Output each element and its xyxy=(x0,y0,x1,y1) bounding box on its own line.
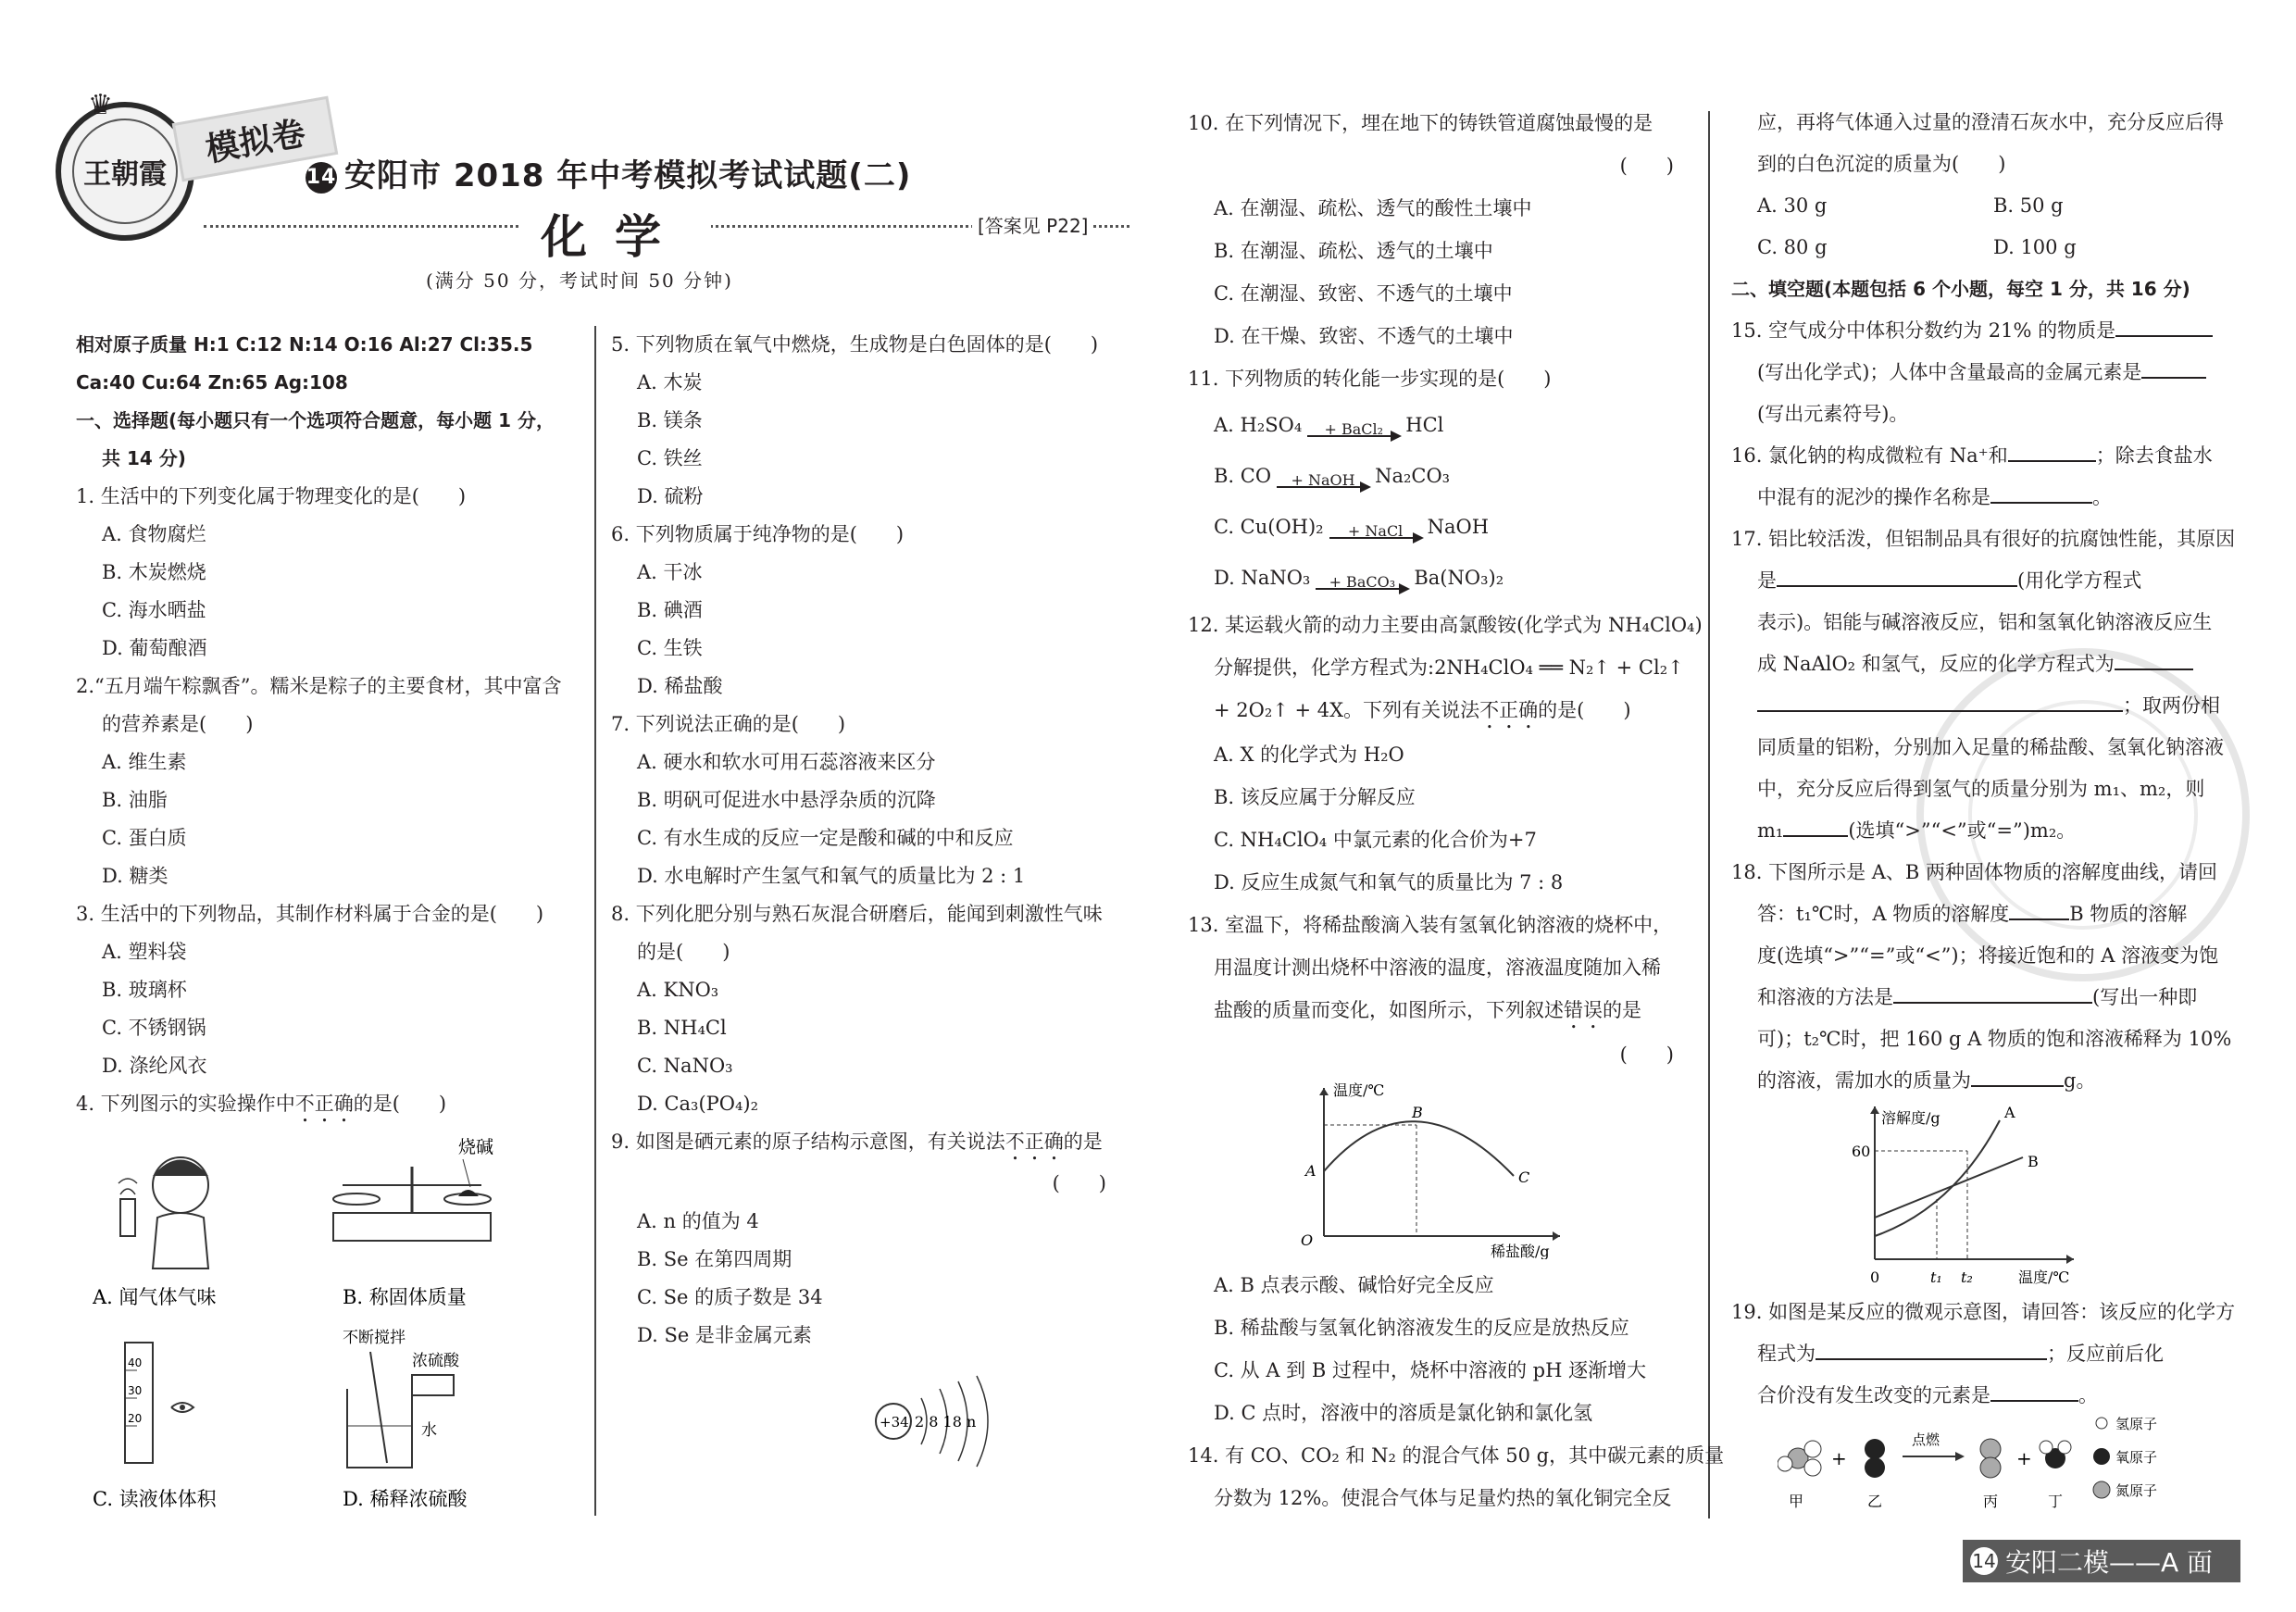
caption-c: C. 读液体体积 xyxy=(93,1488,217,1510)
y-axis-label: 溶解度/g xyxy=(1881,1109,1940,1127)
question-13: 13. 室温下，将稀盐酸滴入装有氢氧化钠溶液的烧杯中， xyxy=(1188,914,1673,936)
option: A. 塑料袋 xyxy=(102,941,187,963)
question-4: 4. 下列图示的实验操作中不正确的是( ) xyxy=(76,1093,447,1115)
svg-text:O: O xyxy=(1301,1231,1314,1249)
option: D. 葡萄酿酒 xyxy=(102,637,207,659)
svg-text:0: 0 xyxy=(1870,1268,1880,1286)
question-19: 19. 如图是某反应的微观示意图，请回答：该反应的化学方 xyxy=(1731,1301,2236,1323)
question-13: 用温度计测出烧杯中溶液的温度，溶液温度随加入稀 xyxy=(1214,956,1661,979)
option: A. n 的值为 4 xyxy=(637,1210,759,1232)
question-17: m₁ (选填“>”“<”或“=”)m₂。 xyxy=(1757,819,2077,842)
option: D. 水电解时产生氢气和氧气的质量比为 2 : 1 xyxy=(637,865,1026,887)
column-divider xyxy=(594,326,596,1516)
ribbon-badge: 模拟卷 xyxy=(172,96,339,182)
option: D. NaNO₃ + BaCO₃ Ba(NO₃)₂ xyxy=(1214,567,1504,591)
column-3 xyxy=(1188,102,1703,1076)
option: B. 玻璃杯 xyxy=(102,979,187,1001)
question-18: 的溶液，需加水的质量为 g。 xyxy=(1757,1069,2096,1092)
question-17: 17. 铝比较活泼，但铝制品具有很好的抗腐蚀性能，其原因 xyxy=(1731,528,2236,550)
option: B. 镁条 xyxy=(637,409,703,431)
svg-text:+: + xyxy=(1831,1447,1847,1469)
footer-number: 14 xyxy=(1970,1547,1998,1575)
shell-electrons: 2 8 18 n xyxy=(915,1413,977,1431)
svg-text:+: + xyxy=(2016,1447,2032,1469)
option: A. H₂SO₄ + BaCl₂ HCl xyxy=(1214,414,1444,438)
atomic-mass-line: 相对原子质量 H:1 C:12 N:14 O:16 Al:27 Cl:35.5 xyxy=(76,333,533,356)
x-axis-label: 稀盐酸/g xyxy=(1491,1243,1550,1259)
caption-b: B. 称固体质量 xyxy=(343,1286,467,1308)
reaction-micro-diagram xyxy=(1778,1412,2240,1514)
option: D. 反应生成氮气和氧气的质量比为 7 : 8 xyxy=(1214,871,1564,893)
question-18: 答：t₁℃时，A 物质的溶解度 B 物质的溶解 xyxy=(1757,903,2188,925)
svg-text:不断搅拌: 不断搅拌 xyxy=(343,1329,406,1347)
caption-a: A. 闻气体气味 xyxy=(93,1286,217,1308)
option: A. 木炭 xyxy=(637,371,703,394)
dilution-figure xyxy=(343,1329,460,1468)
exam-title: 14 安阳市 2018 年中考模拟考试试题(二) xyxy=(306,157,912,194)
svg-text:t₁: t₁ xyxy=(1930,1268,1942,1286)
svg-text:氢原子: 氢原子 xyxy=(2115,1416,2158,1432)
option: B. NH₄Cl xyxy=(637,1017,727,1039)
section-heading: 共 14 分) xyxy=(102,447,186,469)
question-19: 合价没有发生改变的元素是 。 xyxy=(1757,1384,2098,1406)
y-axis-label: 温度/℃ xyxy=(1333,1081,1385,1099)
option: A. 在潮湿、疏松、透气的酸性土壤中 xyxy=(1214,197,1532,219)
question-17: 是 (用化学方程式 xyxy=(1757,569,2142,592)
svg-text:40: 40 xyxy=(128,1356,143,1369)
section-heading: 一、选择题(每小题只有一个选项符合题意，每小题 1 分， xyxy=(76,409,555,431)
section-heading: 二、填空题(本题包括 6 个小题，每空 1 分，共 16 分) xyxy=(1731,278,2190,300)
question-9: 9. 如图是硒元素的原子结构示意图，有关说法不正确的是 xyxy=(611,1131,1103,1153)
question-18: 度(选填“>”“=”或“<”)；将接近饱和的 A 溶液变为饱 xyxy=(1757,944,2219,967)
column-1 xyxy=(76,326,590,1127)
y-tick-60: 60 xyxy=(1852,1143,1871,1160)
label-a: A xyxy=(2004,1104,2015,1121)
question-11: 11. 下列物质的转化能一步实现的是( ) xyxy=(1188,368,1552,390)
option: A. KNO₃ xyxy=(637,979,719,1001)
option: C. NH₄ClO₄ 中氯元素的化合价为+7 xyxy=(1214,829,1537,851)
balance-figure xyxy=(333,1137,493,1241)
option: D. 涤纶风衣 xyxy=(102,1055,207,1077)
svg-text:乙: 乙 xyxy=(1867,1493,1883,1510)
question-10: 10. 在下列情况下，埋在地下的铸铁管道腐蚀最慢的是 xyxy=(1188,112,1653,134)
option: D. Ca₃(PO₄)₂ xyxy=(637,1093,759,1115)
question-5: 5. 下列物质在氧气中燃烧，生成物是白色固体的是( ) xyxy=(611,333,1099,356)
option: D. 糖类 xyxy=(102,865,168,887)
option: B. 明矾可促进水中悬浮杂质的沉降 xyxy=(637,789,936,811)
option: C. Cu(OH)₂ + NaCl NaOH xyxy=(1214,516,1490,540)
svg-text:氮原子: 氮原子 xyxy=(2115,1482,2158,1499)
question-18: 18. 下图所示是 A、B 两种固体物质的溶解度曲线，请回 xyxy=(1731,861,2218,883)
question-16: 中混有的泥沙的操作名称是 。 xyxy=(1757,486,2112,508)
option: A. 硬水和软水可用石蕊溶液来区分 xyxy=(637,751,936,773)
question-2: 2.“五月端午粽飘香”。糯米是粽子的主要食材，其中富含 xyxy=(76,675,562,697)
svg-text:甲: 甲 xyxy=(1789,1493,1804,1510)
column-3-bottom xyxy=(1188,1264,1725,1519)
x-axis-label: 温度/℃ xyxy=(2018,1268,2070,1286)
question-12: 12. 某运载火箭的动力主要由高氯酸铵(化学式为 NH₄ClO₄) xyxy=(1188,614,1703,636)
answer-bracket: ( ) xyxy=(1619,155,1674,177)
question-12: + 2O₂↑ + 4X。下列有关说法不正确的是( ) xyxy=(1214,699,1631,721)
question-17: 中，充分反应后得到氢气的质量分别为 m₁、m₂，则 xyxy=(1757,778,2205,800)
question-17: 同质量的铝粉，分别加入足量的稀盐酸、氢氧化钠溶液 xyxy=(1757,736,2224,758)
caption-d: D. 稀释浓硫酸 xyxy=(343,1488,468,1510)
option: C. 铁丝 xyxy=(637,447,703,469)
point-b: B xyxy=(1412,1104,1423,1121)
option-row: A. 30 g B. 50 g xyxy=(1757,194,2064,217)
option: B. 油脂 xyxy=(102,789,168,811)
question-14-cont: 到的白色沉淀的质量为( ) xyxy=(1757,153,2006,175)
reaction-condition: 点燃 xyxy=(1912,1431,1940,1448)
option: B. 该反应属于分解反应 xyxy=(1214,786,1416,808)
option: C. 生铁 xyxy=(637,637,703,659)
option: B. Se 在第四周期 xyxy=(637,1248,792,1270)
lye-label: 烧碱 xyxy=(458,1137,494,1157)
label-b: B xyxy=(2028,1153,2039,1170)
page-footer: 14 安阳二模——A 面 xyxy=(1963,1540,2240,1582)
cylinder-figure xyxy=(125,1343,193,1463)
option: D. C 点时，溶液中的溶质是氯化钠和氯化氢 xyxy=(1214,1402,1593,1424)
column-divider xyxy=(1708,111,1710,1518)
subject-title: 化学 xyxy=(518,200,711,267)
crown-icon: ♛ xyxy=(88,89,113,121)
option: A. 食物腐烂 xyxy=(102,523,206,545)
option: B. 木炭燃烧 xyxy=(102,561,206,583)
brand-name: 王朝霞 xyxy=(72,119,178,224)
question-16: 16. 氯化钠的构成微粒有 Na⁺和 ；除去食盐水 xyxy=(1731,444,2213,467)
question-1: 1. 生活中的下列变化属于物理变化的是( ) xyxy=(76,485,467,507)
time-note: (满分 50 分，考试时间 50 分钟) xyxy=(426,269,733,292)
question-12: 分解提供，化学方程式为:2NH₄ClO₄ ══ N₂↑ + Cl₂↑ xyxy=(1214,656,1684,679)
question-15: (写出元素符号)。 xyxy=(1757,403,1909,425)
column-4 xyxy=(1731,102,2236,1102)
temperature-chart xyxy=(1292,1079,1569,1259)
solubility-chart xyxy=(1852,1097,2092,1292)
option-row: C. 80 g D. 100 g xyxy=(1757,236,2077,258)
column-2 xyxy=(611,326,1125,1355)
option: D. Se 是非金属元素 xyxy=(637,1324,812,1346)
curve-b xyxy=(1875,1157,2023,1218)
svg-text:20: 20 xyxy=(128,1412,143,1425)
option: C. NaNO₃ xyxy=(637,1055,733,1077)
svg-text:浓硫酸: 浓硫酸 xyxy=(412,1352,459,1370)
question-13: 盐酸的质量而变化，如图所示，下列叙述错误的是 xyxy=(1214,999,1641,1021)
option: C. 有水生成的反应一定是酸和碱的中和反应 xyxy=(637,827,1014,849)
option: A. 维生素 xyxy=(102,751,187,773)
paper-number: 14 xyxy=(306,162,337,194)
answer-bracket: ( ) xyxy=(1619,1043,1674,1066)
option: B. 碘酒 xyxy=(637,599,703,621)
answer-reference: [答案见 P22] xyxy=(972,211,1093,238)
question-8: 8. 下列化肥分别与熟石灰混合研磨后，能闻到刺激性气味 xyxy=(611,903,1103,925)
question-17: ；取两份相 xyxy=(1731,685,2231,727)
point-a: A xyxy=(1305,1162,1316,1180)
option: C. 蛋白质 xyxy=(102,827,187,849)
option: D. 在干燥、致密、不透气的土壤中 xyxy=(1214,325,1514,347)
option: D. 稀盐酸 xyxy=(637,675,723,697)
option: B. CO + NaOH Na₂CO₃ xyxy=(1214,465,1451,489)
option: B. 稀盐酸与氢氧化钠溶液发生的反应是放热反应 xyxy=(1214,1317,1629,1339)
atom-structure-diagram xyxy=(870,1370,1000,1472)
question-18: 可)；t₂℃时，把 160 g A 物质的饱和溶液稀释为 10% xyxy=(1757,1028,2232,1050)
svg-text:t₂: t₂ xyxy=(1961,1268,1973,1286)
svg-text:30: 30 xyxy=(128,1384,143,1397)
question-19: 程式为 ；反应前后化 xyxy=(1757,1343,2164,1365)
question-17: 表示)。铝能与碱溶液反应，铝和氢氧化钠溶液反应生 xyxy=(1757,611,2213,633)
option: A. X 的化学式为 H₂O xyxy=(1214,744,1404,766)
question-3: 3. 生活中的下列物品，其制作材料属于合金的是( ) xyxy=(76,903,544,925)
svg-text:氧原子: 氧原子 xyxy=(2115,1449,2158,1466)
answer-bracket: ( ) xyxy=(1052,1172,1106,1194)
option: C. 不锈钢锅 xyxy=(102,1017,206,1039)
question-14: 分数为 12%。使混合气体与足量灼热的氧化铜完全反 xyxy=(1214,1487,1672,1509)
svg-text:丙: 丙 xyxy=(1983,1493,1999,1510)
question-7: 7. 下列说法正确的是( ) xyxy=(611,713,846,735)
svg-text:丁: 丁 xyxy=(2048,1493,2064,1510)
option: C. 从 A 到 B 过程中，烧杯中溶液的 pH 逐渐增大 xyxy=(1214,1359,1647,1381)
atomic-mass-line: Ca:40 Cu:64 Zn:65 Ag:108 xyxy=(76,371,348,394)
nucleus-label: +34 xyxy=(880,1414,909,1431)
question-17: 成 NaAlO₂ 和氢气，反应的化学方程式为 xyxy=(1731,644,2231,685)
smell-figure xyxy=(119,1157,208,1268)
option: A. B 点表示酸、碱恰好完全反应 xyxy=(1214,1274,1494,1296)
question-18: 和溶液的方法是 (写出一种即 xyxy=(1757,986,2198,1008)
svg-text:水: 水 xyxy=(421,1421,437,1440)
question-15: (写出化学式)；人体中含量最高的金属元素是 xyxy=(1731,352,2231,394)
option: D. 硫粉 xyxy=(637,485,704,507)
option: B. 在潮湿、疏松、透气的土壤中 xyxy=(1214,240,1493,262)
option: C. 在潮湿、致密、不透气的土壤中 xyxy=(1214,282,1513,305)
q4-figures xyxy=(93,1130,574,1518)
column-4-bottom xyxy=(1731,1292,2236,1417)
option: C. Se 的质子数是 34 xyxy=(637,1286,823,1308)
temperature-curve xyxy=(1324,1121,1514,1176)
question-14: 14. 有 CO、CO₂ 和 N₂ 的混合气体 50 g，其中碳元素的质量 xyxy=(1188,1444,1725,1467)
question-8: 的是( ) xyxy=(637,941,730,963)
question-2: 的营养素是( ) xyxy=(102,713,254,735)
option: C. 海水晒盐 xyxy=(102,599,206,621)
point-c: C xyxy=(1518,1168,1530,1186)
option: A. 干冰 xyxy=(637,561,703,583)
question-6: 6. 下列物质属于纯净物的是( ) xyxy=(611,523,905,545)
question-14-cont: 应，再将气体通入过量的澄清石灰水中，充分反应后得 xyxy=(1757,111,2224,133)
question-15: 15. 空气成分中体积分数约为 21% 的物质是 xyxy=(1731,310,2231,352)
